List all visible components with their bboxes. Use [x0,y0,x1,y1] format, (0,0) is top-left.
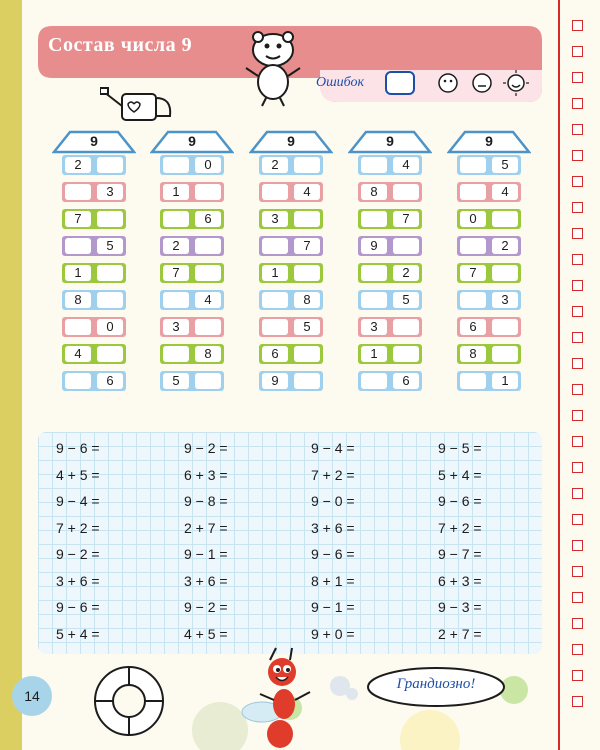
watering-can-icon [100,84,184,124]
tower-cell-left[interactable] [65,184,91,200]
tower-cell-left[interactable] [262,292,288,308]
tower-cell-right[interactable] [294,265,320,281]
tower-cell-right: 4 [492,184,518,200]
equation: 4 + 5 = [184,625,228,642]
tower-roof-number: 9 [188,133,196,149]
tower-cell-left: 1 [361,346,387,362]
tower-cell-right[interactable] [97,211,123,227]
margin-checkbox[interactable] [572,306,583,317]
margin-checkbox[interactable] [572,72,583,83]
tower-cell-right[interactable] [195,319,221,335]
tower-cell-left: 2 [65,157,91,173]
tower-cell-right[interactable] [393,184,419,200]
equation: 7 + 2 = [311,466,355,483]
tower-cell-right[interactable] [195,265,221,281]
tower-cell-left[interactable] [163,157,189,173]
tower-row [358,371,422,391]
margin-checkboxes [572,20,586,722]
tower-cell-left: 9 [361,238,387,254]
tower-cell-left[interactable] [460,157,486,173]
tower-row [457,182,521,202]
tower-cell-right: 2 [393,265,419,281]
margin-checkbox[interactable] [572,176,583,187]
tower-row [457,155,521,175]
hippo-character-icon [240,28,306,108]
equation: 3 + 6 = [56,572,100,589]
tower-cell-right: 8 [195,346,221,362]
equation: 9 − 4 = [311,440,355,456]
tower-row [160,209,224,229]
tower-row [358,263,422,283]
tower-row [160,155,224,175]
tower-row [62,182,126,202]
tower-cell-right: 4 [294,184,320,200]
equation: 5 + 4 = [56,625,100,642]
margin-checkbox[interactable] [572,592,583,603]
margin-checkbox[interactable] [572,670,583,681]
equation: 9 − 1 = [184,546,228,562]
tower-cell-left: 0 [460,211,486,227]
equation: 3 + 6 = [311,519,355,536]
tower-row [259,263,323,283]
tower-cell-right: 5 [294,319,320,335]
tower-row [259,182,323,202]
page-spine [0,0,22,750]
tower-cell-right[interactable] [195,184,221,200]
margin-checkbox[interactable] [572,488,583,499]
tower-cell-left: 6 [460,319,486,335]
tower-row [457,290,521,310]
tower-cell-left[interactable] [65,238,91,254]
ant-character-icon [240,644,320,750]
tower-roof-number: 9 [287,133,295,149]
flower-face-icon[interactable] [439,74,457,92]
margin-checkbox[interactable] [572,696,583,707]
tower-cell-left: 1 [262,265,288,281]
margin-checkbox[interactable] [572,228,583,239]
tower-cell-left: 3 [262,211,288,227]
margin-checkbox[interactable] [572,462,583,473]
tower-row [160,236,224,256]
tower-row [160,317,224,337]
equation: 9 − 6 = [438,493,482,509]
tower-row [62,317,126,337]
tower-row [62,344,126,364]
tower-row [358,182,422,202]
tower-cell-right[interactable] [195,238,221,254]
margin-line [558,0,560,750]
tower-cell-left[interactable] [361,265,387,281]
equation: 7 + 2 = [56,519,100,536]
tower-row [358,209,422,229]
equation: 9 − 8 = [184,493,228,509]
tower-cell-right: 4 [393,157,419,173]
tower-cell-right[interactable] [97,157,123,173]
tower-row [62,236,126,256]
tower-row [457,236,521,256]
tower-cell-left[interactable] [361,157,387,173]
neutral-face-icon[interactable] [473,74,491,92]
tower-roof-number: 9 [386,133,394,149]
margin-checkbox[interactable] [572,98,583,109]
tower-cell-left: 2 [262,157,288,173]
margin-checkbox[interactable] [572,254,583,265]
margin-checkbox[interactable] [572,514,583,525]
tower-cell-right[interactable] [97,346,123,362]
page-title: Состав числа 9 [48,34,193,56]
rating-faces [434,68,534,98]
tower-cell-right: 7 [294,238,320,254]
equation: 9 − 2 = [184,440,228,456]
tower-cell-left[interactable] [361,211,387,227]
tower-cell-right: 0 [195,157,221,173]
equation: 2 + 7 = [184,519,228,536]
tower-cell-right: 3 [492,292,518,308]
mistakes-input-box[interactable] [385,71,415,95]
tower-cell-left[interactable] [460,373,486,389]
tower-cell-right[interactable] [294,373,320,389]
tower-cell-right: 1 [492,373,518,389]
equation: 9 − 0 = [311,493,355,509]
tower-cell-left[interactable] [163,292,189,308]
tower-cell-right: 6 [195,211,221,227]
tower-row [62,371,126,391]
tower-row [160,290,224,310]
margin-checkbox[interactable] [572,124,583,135]
tower-row [457,209,521,229]
equation: 7 + 2 = [438,519,482,536]
tower-cell-right[interactable] [393,346,419,362]
equation: 9 − 6 = [311,546,355,562]
tower-row [160,371,224,391]
tower-cell-right: 0 [97,319,123,335]
tower-row [62,155,126,175]
equation: 9 − 3 = [438,599,482,615]
tower-row [259,209,323,229]
tower-cell-left[interactable] [460,238,486,254]
equation: 9 − 2 = [56,546,100,562]
tower-cell-left[interactable] [163,346,189,362]
tower-row [358,317,422,337]
equation: 9 − 4 = [56,493,100,509]
tower-cell-right: 2 [492,238,518,254]
tower-row [358,155,422,175]
equation: 6 + 3 = [438,572,482,589]
margin-checkbox[interactable] [572,566,583,577]
tower-row [457,317,521,337]
margin-checkbox[interactable] [572,280,583,291]
tower-cell-left: 1 [65,265,91,281]
equation: 2 + 7 = [438,625,482,642]
mistakes-label: Ошибок [316,75,365,90]
tower-cell-right[interactable] [97,292,123,308]
margin-checkbox[interactable] [572,410,583,421]
margin-checkbox[interactable] [572,540,583,551]
tower-cell-right[interactable] [294,211,320,227]
margin-checkbox[interactable] [572,358,583,369]
equation: 9 − 6 = [56,599,100,615]
equation: 9 − 2 = [184,599,228,615]
equation-grid [38,432,542,654]
tower-cell-right[interactable] [97,265,123,281]
equation: 6 + 3 = [184,466,228,483]
tower-cell-right: 7 [393,211,419,227]
tower-cell-left: 7 [163,265,189,281]
equation: 9 − 1 = [311,599,355,615]
tower-cell-left: 6 [262,346,288,362]
tower-roof-number: 9 [90,133,98,149]
equation: 5 + 4 = [438,466,482,483]
tower-cell-left[interactable] [361,292,387,308]
margin-checkbox[interactable] [572,644,583,655]
tower-cell-right: 6 [97,373,123,389]
tower-cell-left: 1 [163,184,189,200]
tower-cell-left[interactable] [460,292,486,308]
tower-row [259,371,323,391]
tower-cell-right: 6 [393,373,419,389]
equation: 8 + 1 = [311,572,355,589]
sun-face-icon[interactable] [503,70,529,96]
margin-checkbox[interactable] [572,150,583,161]
tower-roof-number: 9 [485,133,493,149]
margin-checkbox[interactable] [572,332,583,343]
tower-cell-right: 5 [97,238,123,254]
tower-row [259,236,323,256]
tower-cell-right[interactable] [393,238,419,254]
tower-cell-right[interactable] [492,346,518,362]
tower-cell-left[interactable] [361,373,387,389]
tower-row [259,155,323,175]
page-number: 14 [12,676,52,716]
tower-cell-left: 8 [65,292,91,308]
tower-cell-right[interactable] [492,265,518,281]
tower-row [160,182,224,202]
tower-cell-left: 3 [163,319,189,335]
tower-cell-right: 8 [294,292,320,308]
equation: 9 + 0 = [311,625,355,642]
tower-cell-right[interactable] [294,346,320,362]
equation: 4 + 5 = [56,466,100,483]
tower-cell-right[interactable] [195,373,221,389]
margin-checkbox[interactable] [572,46,583,57]
tower-cell-left[interactable] [262,238,288,254]
tower-row [62,290,126,310]
tower-cell-left: 7 [65,211,91,227]
tower-row [457,371,521,391]
tower-row [457,263,521,283]
speech-bubble-text: Грандиозно! [396,676,476,692]
margin-checkbox[interactable] [572,618,583,629]
tower-cell-right[interactable] [492,319,518,335]
tower-cell-left[interactable] [262,184,288,200]
tower-row [358,290,422,310]
tower-cell-left: 3 [361,319,387,335]
tower-row [358,236,422,256]
tower-cell-right: 3 [97,184,123,200]
tower-cell-left: 8 [361,184,387,200]
tower-cell-left: 4 [65,346,91,362]
margin-checkbox[interactable] [572,202,583,213]
equation: 3 + 6 = [184,572,228,589]
tower-cell-right[interactable] [492,211,518,227]
tower-row [62,209,126,229]
tower-cell-left[interactable] [262,319,288,335]
life-ring-icon [92,664,166,738]
tower-cell-right[interactable] [393,319,419,335]
tower-cell-left: 9 [262,373,288,389]
equation: 9 − 5 = [438,440,482,456]
tower-cell-right: 5 [492,157,518,173]
tower-cell-left: 7 [460,265,486,281]
tower-cell-left: 8 [460,346,486,362]
tower-row [259,317,323,337]
equation: 9 − 7 = [438,546,482,562]
tower-cell-left[interactable] [460,184,486,200]
tower-cell-right: 5 [393,292,419,308]
tower-row [160,344,224,364]
tower-row [259,290,323,310]
tower-cell-left[interactable] [163,211,189,227]
margin-checkbox[interactable] [572,384,583,395]
tower-row [62,263,126,283]
tower-row [457,344,521,364]
tower-cell-right[interactable] [294,157,320,173]
margin-checkbox[interactable] [572,20,583,31]
tower-row [259,344,323,364]
tower-row [358,344,422,364]
tower-cell-left[interactable] [65,319,91,335]
margin-checkbox[interactable] [572,436,583,447]
tower-row [160,263,224,283]
tower-cell-left: 2 [163,238,189,254]
tower-cell-right: 4 [195,292,221,308]
tower-cell-left: 5 [163,373,189,389]
tower-cell-left[interactable] [65,373,91,389]
equation: 9 − 6 = [56,440,100,456]
